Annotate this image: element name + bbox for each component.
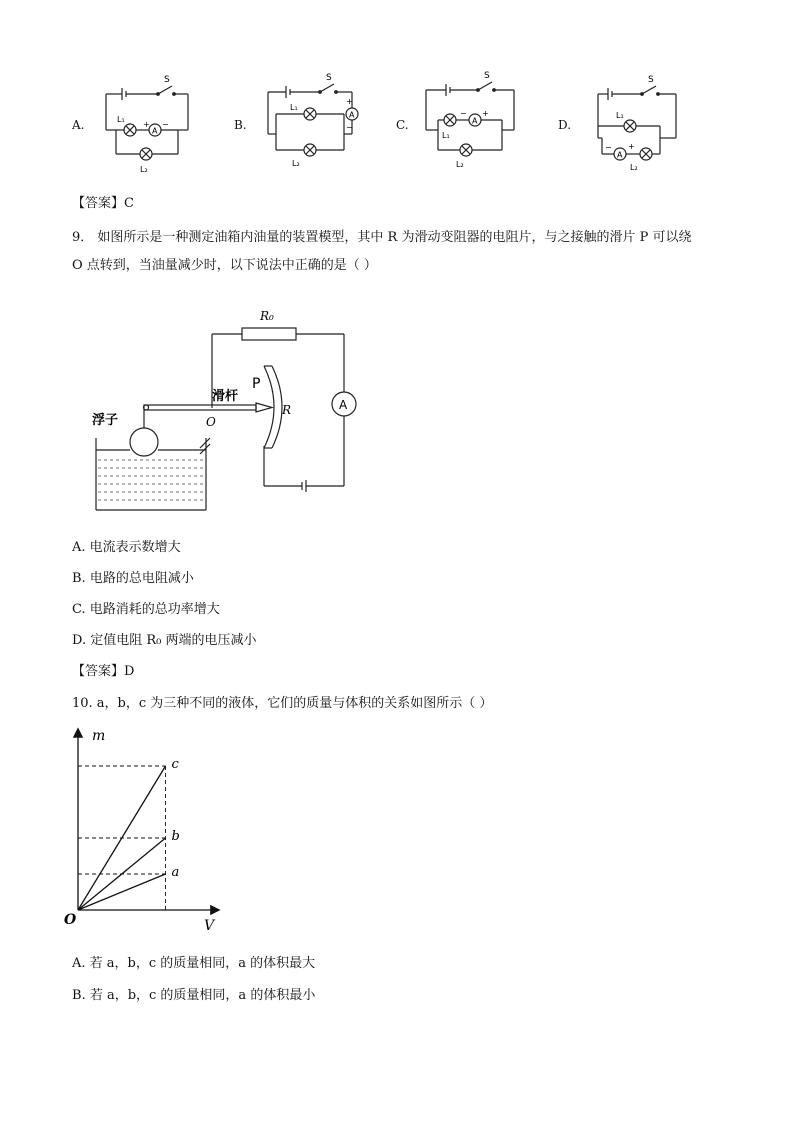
ammeter-label-b: A <box>349 110 355 120</box>
option-b-letter: B. <box>234 118 247 132</box>
slider-rod <box>144 405 256 410</box>
switch-label-d: S <box>648 75 654 85</box>
l1-label-a: L₁ <box>117 115 125 124</box>
series-line-a <box>78 874 166 910</box>
minus-label-a: − <box>162 120 169 129</box>
oil-tank-diagram <box>88 298 368 514</box>
ammeter-a-label: A <box>339 398 348 412</box>
float-ball <box>130 428 158 456</box>
switch-label-a: S <box>164 75 170 85</box>
plus-label-c: + <box>482 109 489 118</box>
x-axis-label: V <box>204 918 215 934</box>
switch-label-b: S <box>326 73 332 83</box>
float-label: 浮子 <box>92 413 119 428</box>
l2-label-b: L₂ <box>292 159 300 168</box>
q9-option-a: A. 电流表示数增大 <box>72 540 181 555</box>
series-line-c <box>78 766 166 910</box>
q10-option-a: A. 若 a，b，c 的质量相同，a 的体积最大 <box>72 956 316 971</box>
minus-label-d: − <box>605 143 612 152</box>
q9-option-c: C. 电路消耗的总功率增大 <box>72 602 220 617</box>
resistor-r0 <box>242 328 296 340</box>
minus-label-c: − <box>460 109 467 118</box>
q10-stem: 10. a，b，c 为三种不同的液体，它们的质量与体积的关系如图所示（ ） <box>72 696 493 711</box>
r0-label: R₀ <box>260 309 274 323</box>
mass-volume-chart <box>62 724 232 934</box>
slider-label: 滑杆 <box>212 389 239 404</box>
q9-answer: 【答案】D <box>72 664 135 679</box>
q9-option-d: D. 定值电阻 R₀ 两端的电压减小 <box>72 633 257 648</box>
option-d-letter: D. <box>558 118 572 132</box>
o-label: O <box>206 415 216 429</box>
circuit-diagram-b <box>256 70 368 180</box>
r-label: R <box>282 403 292 417</box>
q9-stem-line1: 9． 如图所示是一种测定油箱内油量的装置模型，其中 R 为滑动变阻器的电阻片，与之接触的滑片 P 可以绕 <box>72 230 692 245</box>
switch-label-c: S <box>484 71 490 81</box>
q9-stem-line2: O 点转到，当油量减少时，以下说法中正确的是（ ） <box>72 258 377 273</box>
option-a-letter: A. <box>72 118 85 132</box>
circuit-diagram-d <box>578 70 690 180</box>
plus-label-a: + <box>143 120 150 129</box>
l1-label-d: L₁ <box>616 111 624 120</box>
l2-label-c: L₂ <box>456 160 464 169</box>
ammeter-label-c: A <box>472 116 478 126</box>
series-label-c: c <box>171 757 179 772</box>
option-c-letter: C. <box>396 118 409 132</box>
l2-label-d: L₂ <box>630 163 638 172</box>
ammeter-label-a: A <box>152 126 158 136</box>
plus-label-b: + <box>346 97 353 106</box>
circuit-diagram-a <box>92 70 204 180</box>
y-axis-label: m <box>92 728 106 744</box>
l1-label-b: L₁ <box>290 103 298 112</box>
origin-label: O <box>64 912 77 928</box>
series-line-b <box>78 838 166 910</box>
series-label-b: b <box>171 829 180 844</box>
p-label: P <box>252 376 261 392</box>
l1-label-c: L₁ <box>442 131 450 140</box>
circuit-diagram-c <box>416 70 528 180</box>
l2-label-a: L₂ <box>140 165 148 174</box>
q10-option-b: B. 若 a，b，c 的质量相同，a 的体积最小 <box>72 988 316 1003</box>
q9-option-b: B. 电路的总电阻减小 <box>72 571 194 586</box>
minus-label-b: − <box>346 123 353 132</box>
ammeter-label-d: A <box>617 150 623 160</box>
series-label-a: a <box>171 865 180 880</box>
plus-label-d: + <box>628 142 635 151</box>
q8-answer: 【答案】C <box>72 196 134 211</box>
